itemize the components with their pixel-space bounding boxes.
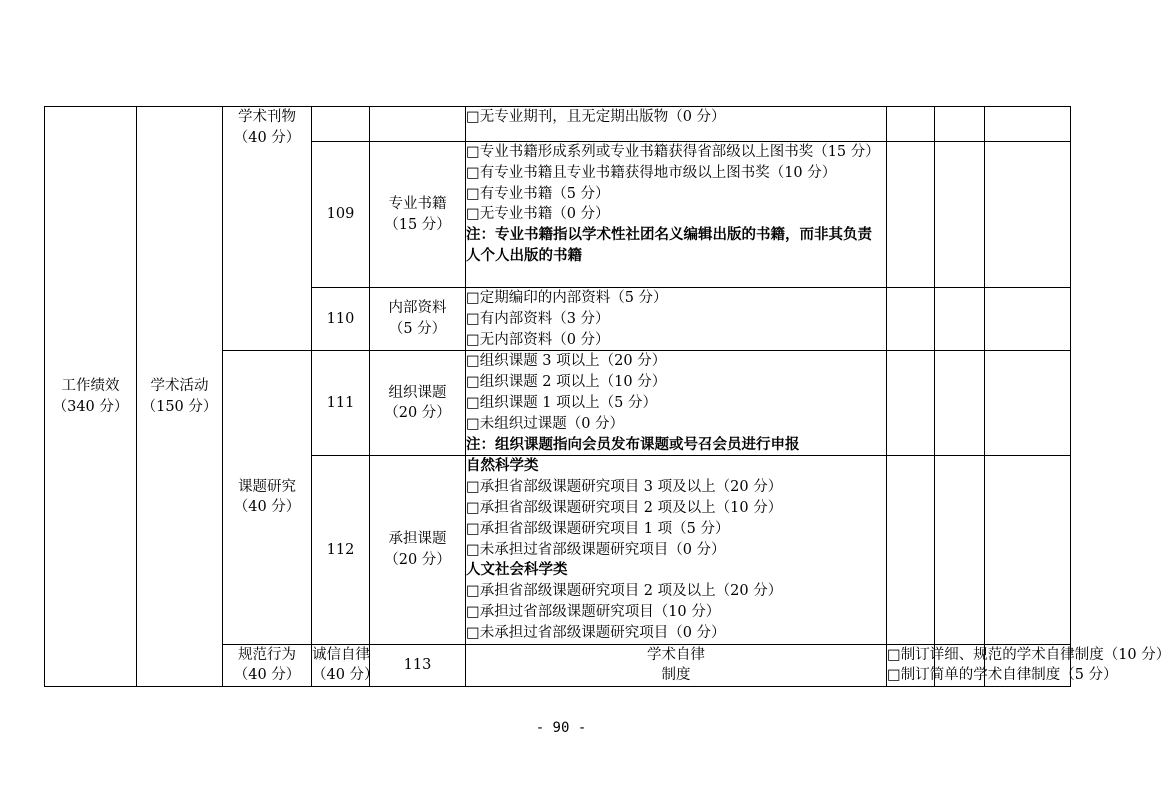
options-cell <box>466 351 887 456</box>
item-name: 组织课题 <box>388 384 447 401</box>
subgroup-score: （40 分） <box>233 499 301 516</box>
score-cell <box>935 142 985 288</box>
item-score: （15 分） <box>384 216 451 233</box>
options-cell <box>466 456 887 644</box>
options-cell <box>466 107 887 142</box>
subgroup-score: （40 分） <box>233 129 301 146</box>
subgroup-score: （40 分） <box>312 667 379 684</box>
item-number-cell: 109 <box>312 142 370 288</box>
item-name: 学术自律 <box>647 646 705 663</box>
options-cell <box>466 288 887 351</box>
item-name: 制度 <box>661 667 691 684</box>
option-text: □承担省部级课题研究项目 3 项及以上（20 分） <box>466 479 783 496</box>
subgroup-cell-journal <box>223 107 312 351</box>
item-score: （20 分） <box>384 551 451 568</box>
score-cell <box>887 107 935 142</box>
option-text: □未组织过课题（0 分） <box>466 415 625 432</box>
option-text: □承担省部级课题研究项目 2 项及以上（10 分） <box>466 499 783 516</box>
option-text: □组织课题 2 项以上（10 分） <box>466 374 667 391</box>
category-score: （340 分） <box>52 398 129 415</box>
score-cell <box>985 456 1071 644</box>
option-text: □承担省部级课题研究项目 2 项及以上（20 分） <box>466 583 783 600</box>
subgroup-name: 学术刊物 <box>238 109 296 125</box>
score-cell <box>935 288 985 351</box>
group-name: 学术活动 <box>150 377 209 394</box>
score-cell <box>887 288 935 351</box>
option-text: □无内部资料（0 分） <box>466 331 610 348</box>
subgroup-cell-integrity <box>312 644 379 687</box>
score-cell <box>935 107 985 142</box>
score-cell <box>887 142 935 288</box>
score-cell <box>985 142 1071 288</box>
group-name: 规范行为 <box>238 646 296 663</box>
option-text: □制订简单的学术自律制度（5 分） <box>887 667 1118 684</box>
option-text: □专业书籍形成系列或专业书籍获得省部级以上图书奖（15 分） <box>466 144 880 160</box>
subgroup-name: 课题研究 <box>238 478 296 495</box>
item-number-cell: 110 <box>312 288 370 351</box>
option-text: □有专业书籍（5 分） <box>466 185 610 202</box>
item-name-cell <box>370 351 466 456</box>
option-text: □承担过省部级课题研究项目（10 分） <box>466 603 721 620</box>
option-text: □组织课题 1 项以上（5 分） <box>466 394 657 411</box>
group-cell-norms <box>223 644 312 687</box>
option-text: □组织课题 3 项以上（20 分） <box>466 353 667 370</box>
option-text: □制订详细、规范的学术自律制度（10 分） <box>887 646 1170 663</box>
item-name-cell <box>466 644 887 687</box>
option-text: □未承担过省部级课题研究项目（0 分） <box>466 624 726 641</box>
score-cell <box>887 456 935 644</box>
item-name: 承担课题 <box>388 531 447 548</box>
subgroup-name: 诚信自律 <box>312 646 370 663</box>
score-cell <box>887 351 935 456</box>
option-text: □定期编印的内部资料（5 分） <box>466 290 668 306</box>
note-text: 注：组织课题指向会员发布课题或号召会员进行申报 <box>466 435 800 453</box>
item-number-cell: 111 <box>312 351 370 456</box>
group-score: （40 分） <box>233 667 301 684</box>
evaluation-table <box>44 106 1170 687</box>
item-score: （5 分） <box>388 321 447 338</box>
item-number-cell: 113 <box>370 644 466 687</box>
option-text: □无专业期刊，且无定期出版物（0 分） <box>466 109 726 125</box>
section-heading: 自然科学类 <box>466 457 539 475</box>
score-cell <box>985 107 1071 142</box>
item-name: 内部资料 <box>388 300 447 317</box>
item-name-cell <box>370 456 466 644</box>
score-cell <box>935 456 985 644</box>
item-number-cell: 112 <box>312 456 370 644</box>
item-score: （20 分） <box>384 405 451 422</box>
item-number-cell <box>312 107 370 142</box>
category-cell <box>45 107 137 687</box>
item-name-cell <box>370 288 466 351</box>
option-text: □有专业书籍且专业书籍获得地市级以上图书奖（10 分） <box>466 164 837 181</box>
item-name: 专业书籍 <box>388 195 447 212</box>
note-text: 注：专业书籍指以学术性社团名义编辑出版的书籍，而非其负责人个人出版的书籍 <box>466 226 872 264</box>
score-cell <box>935 351 985 456</box>
item-name-cell <box>370 142 466 288</box>
option-text: □有内部资料（3 分） <box>466 310 610 327</box>
group-score: （150 分） <box>141 398 218 415</box>
subgroup-cell-research <box>223 351 312 644</box>
category-name: 工作绩效 <box>61 377 120 394</box>
option-text: □承担省部级课题研究项目 1 项（5 分） <box>466 520 730 537</box>
section-heading: 人文社会科学类 <box>466 561 568 579</box>
options-cell <box>887 644 1170 687</box>
score-cell <box>985 351 1071 456</box>
page-number: - 90 - <box>535 720 587 736</box>
options-cell <box>466 142 887 288</box>
score-cell <box>985 288 1071 351</box>
option-text: □无专业书籍（0 分） <box>466 206 610 223</box>
table-row <box>45 107 1071 142</box>
group-cell-academic <box>137 107 223 687</box>
option-text: □未承担过省部级课题研究项目（0 分） <box>466 541 726 558</box>
item-name-cell <box>370 107 466 142</box>
